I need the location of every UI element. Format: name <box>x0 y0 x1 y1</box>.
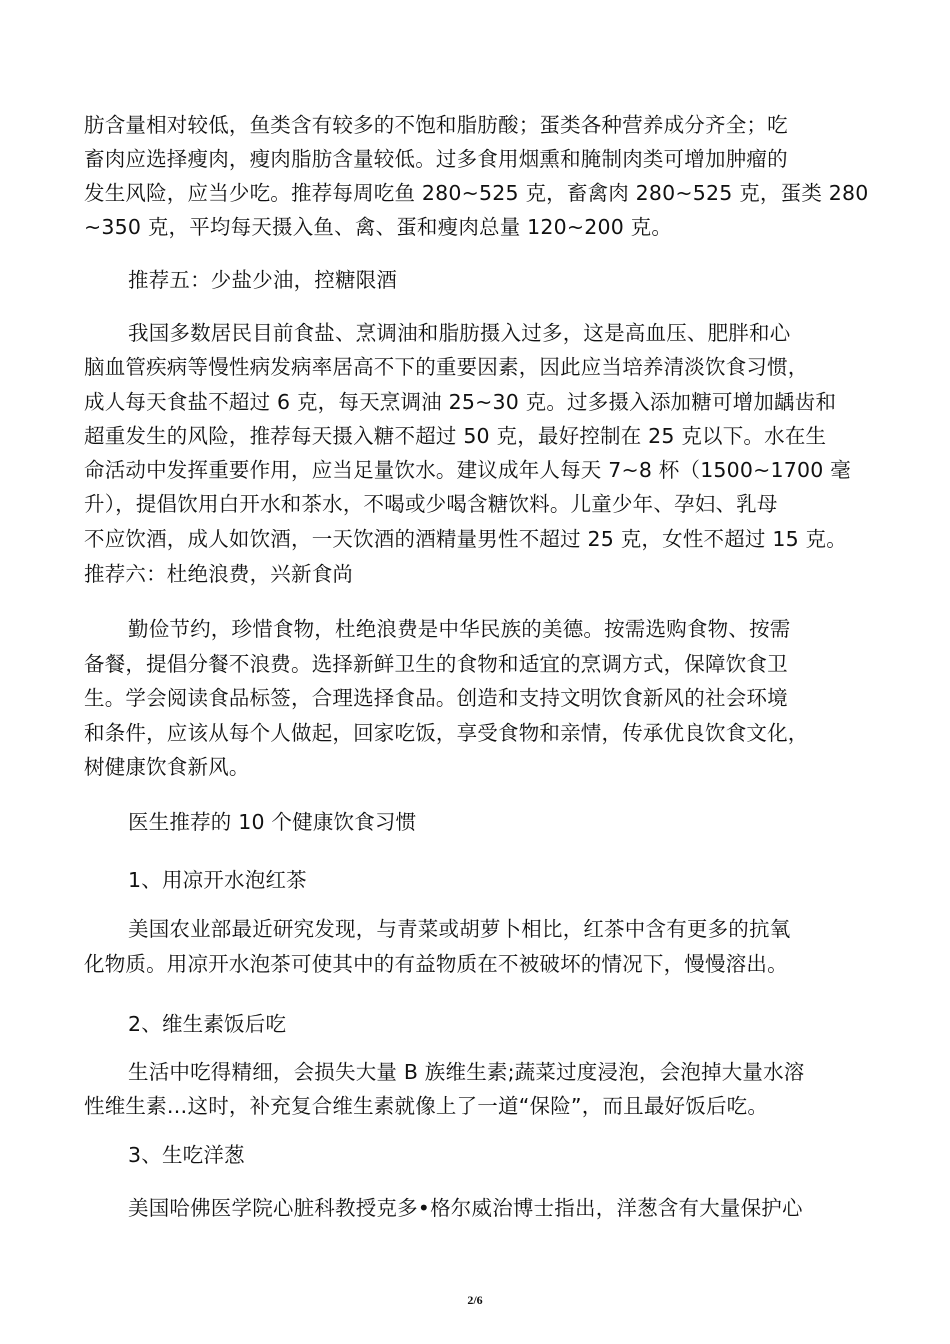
list-item-heading: 1、用凉开水泡红茶 <box>128 868 307 892</box>
body-text-line: 不应饮酒，成人如饮酒，一天饮酒的酒精量男性不超过 25 克，女性不超过 15 克。 <box>84 527 847 551</box>
page-number: 2/6 <box>467 1293 483 1307</box>
body-text-line: 脑血管疾病等慢性病发病率居高不下的重要因素，因此应当培养清淡饮食习惯， <box>84 355 809 379</box>
body-text-line: 和条件，应该从每个人做起，回家吃饭，享受食物和亲情，传承优良饮食文化， <box>84 721 809 745</box>
body-text-line: ~350 克，平均每天摄入鱼、禽、蛋和瘦肉总量 120~200 克。 <box>84 215 673 239</box>
body-text-line: 我国多数居民目前食盐、烹调油和脂肪摄入过多，这是高血压、肥胖和心 <box>128 321 791 345</box>
body-text-line: 性维生素…这时，补充复合维生素就像上了一道“保险”，而且最好饭后吃。 <box>84 1094 769 1118</box>
list-item-heading: 3、生吃洋葱 <box>128 1143 245 1167</box>
section-heading: 推荐五：少盐少油，控糖限酒 <box>128 268 398 292</box>
body-text-line: 超重发生的风险，推荐每天摄入糖不超过 50 克，最好控制在 25 克以下。水在生 <box>84 424 827 448</box>
section-heading: 推荐六：杜绝浪费，兴新食尚 <box>84 562 354 586</box>
body-text-line: 命活动中发挥重要作用，应当足量饮水。建议成年人每天 7~8 杯（1500~1700 毫 <box>84 458 851 482</box>
body-text-line: 畜肉应选择瘦肉，瘦肉脂肪含量较低。过多食用烟熏和腌制肉类可增加肿瘤的 <box>84 147 788 171</box>
body-text-line: 生活中吃得精细，会损失大量 B 族维生素;蔬菜过度浸泡，会泡掉大量水溶 <box>128 1060 805 1084</box>
body-text-line: 生。学会阅读食品标签，合理选择食品。创造和支持文明饮食新风的社会环境 <box>84 686 788 710</box>
body-text-line: 勤俭节约，珍惜食物，杜绝浪费是中华民族的美德。按需选购食物、按需 <box>128 617 791 641</box>
body-text-line: 美国哈佛医学院心脏科教授克多•格尔威治博士指出，洋葱含有大量保护心 <box>128 1196 803 1220</box>
body-text-line: 树健康饮食新风。 <box>84 755 250 779</box>
body-text-line: 发生风险，应当少吃。推荐每周吃鱼 280~525 克，畜禽肉 280~525 克，蛋类 280 <box>84 181 869 205</box>
list-item-heading: 2、维生素饭后吃 <box>128 1012 287 1036</box>
body-text-line: 升），提倡饮用白开水和茶水，不喝或少喝含糖饮料。儿童少年、孕妇、乳母 <box>84 492 778 516</box>
section-heading: 医生推荐的 10 个健康饮食习惯 <box>128 810 417 834</box>
body-text-line: 化物质。用凉开水泡茶可使其中的有益物质在不被破坏的情况下，慢慢溶出。 <box>84 952 788 976</box>
body-text-line: 备餐，提倡分餐不浪费。选择新鲜卫生的食物和适宜的烹调方式，保障饮食卫 <box>84 652 788 676</box>
body-text-line: 肪含量相对较低，鱼类含有较多的不饱和脂肪酸；蛋类各种营养成分齐全；吃 <box>84 113 788 137</box>
body-text-line: 成人每天食盐不超过 6 克，每天烹调油 25~30 克。过多摄入添加糖可增加龋齿和 <box>84 390 837 414</box>
body-text-line: 美国农业部最近研究发现，与青菜或胡萝卜相比，红茶中含有更多的抗氧 <box>128 917 791 941</box>
